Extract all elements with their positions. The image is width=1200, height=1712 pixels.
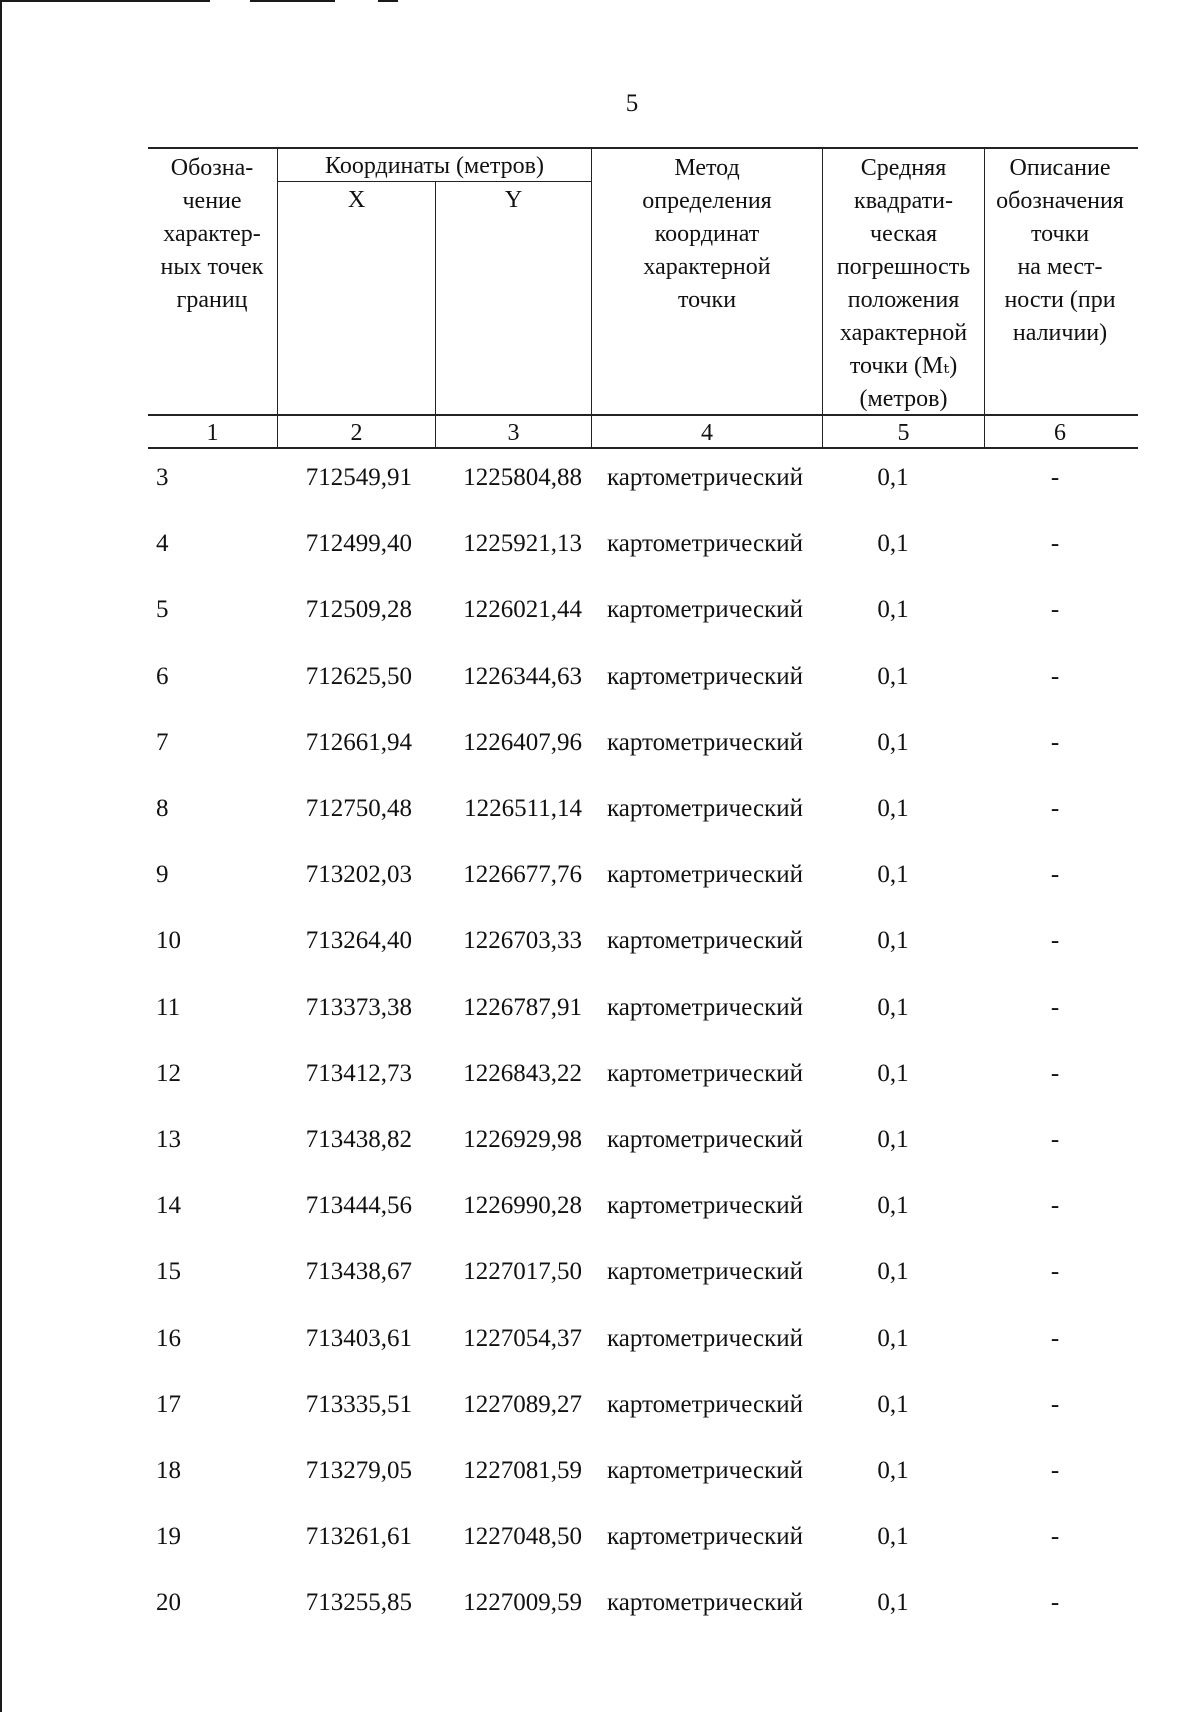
table-row xyxy=(0,590,1200,630)
table-row xyxy=(0,524,1200,564)
row-method: картометрический xyxy=(607,861,803,889)
row-x: 713202,03 xyxy=(305,861,412,889)
row-point-id: 13 xyxy=(156,1126,181,1153)
row-error: 0,1 xyxy=(877,1390,909,1418)
column-number-6: 6 xyxy=(1054,420,1066,446)
row-x: 713438,82 xyxy=(305,1126,412,1153)
row-x: 713444,56 xyxy=(305,1192,412,1220)
header-coords: Координаты (метров) xyxy=(325,153,544,179)
row-point-id: 12 xyxy=(156,1059,181,1087)
row-description: - xyxy=(1050,993,1060,1021)
row-error: 0,1 xyxy=(877,596,909,624)
table-row xyxy=(0,1517,1200,1557)
row-x: 713264,40 xyxy=(305,927,412,955)
row-method: картометрический xyxy=(607,596,803,624)
row-y: 1226703,33 xyxy=(463,927,582,955)
header-col6: Описание обозначения точки на мест- ности (при наличии) xyxy=(996,155,1124,346)
row-error: 0,1 xyxy=(877,1457,909,1484)
row-description: - xyxy=(1050,1390,1060,1418)
row-error: 0,1 xyxy=(877,1192,909,1220)
page-number: 5 xyxy=(625,90,639,117)
row-description: - xyxy=(1050,1126,1060,1153)
row-y: 1227048,50 xyxy=(463,1523,582,1551)
row-description: - xyxy=(1050,1457,1060,1484)
table-row xyxy=(0,855,1200,895)
row-method: картометрический xyxy=(607,1523,803,1551)
row-point-id: 19 xyxy=(156,1523,181,1551)
row-x: 712625,50 xyxy=(305,662,412,690)
row-method: картометрический xyxy=(607,1390,803,1418)
row-description: - xyxy=(1050,1589,1060,1617)
column-number-5: 5 xyxy=(897,420,910,446)
row-method: картометрический xyxy=(607,927,803,955)
row-point-id: 3 xyxy=(156,464,169,491)
header-x: X xyxy=(347,187,366,213)
row-point-id: 6 xyxy=(156,662,169,690)
column-number-3: 3 xyxy=(507,420,520,446)
row-x: 712509,28 xyxy=(305,596,412,624)
row-description: - xyxy=(1050,1258,1060,1286)
row-method: картометрический xyxy=(607,728,803,756)
column-number-2: 2 xyxy=(350,420,363,446)
column-number-1: 1 xyxy=(206,420,219,446)
row-description: - xyxy=(1050,464,1060,491)
row-y: 1226990,28 xyxy=(463,1192,582,1220)
header-col1: Обозна- чение характер- ных точек границ xyxy=(160,155,264,313)
row-point-id: 9 xyxy=(156,861,169,889)
row-method: картометрический xyxy=(607,1457,803,1484)
row-description: - xyxy=(1050,1192,1060,1220)
row-description: - xyxy=(1050,596,1060,624)
table-row xyxy=(0,1319,1200,1359)
row-y: 1227009,59 xyxy=(463,1589,582,1617)
row-error: 0,1 xyxy=(877,728,909,756)
row-point-id: 16 xyxy=(156,1324,181,1352)
row-error: 0,1 xyxy=(877,795,909,822)
row-method: картометрический xyxy=(607,1589,803,1617)
row-y: 1226407,96 xyxy=(463,728,582,756)
row-error: 0,1 xyxy=(877,927,909,955)
row-description: - xyxy=(1050,1324,1060,1352)
row-x: 712499,40 xyxy=(305,530,412,558)
row-point-id: 20 xyxy=(156,1589,181,1617)
row-point-id: 15 xyxy=(156,1258,181,1286)
row-point-id: 11 xyxy=(156,993,181,1021)
row-point-id: 7 xyxy=(156,728,169,756)
row-y: 1225804,88 xyxy=(463,464,582,491)
row-y: 1225921,13 xyxy=(463,530,582,558)
scan-mark-top-left xyxy=(0,0,210,2)
row-method: картометрический xyxy=(607,662,803,690)
header-col4: Метод определения координат характерной точки xyxy=(642,155,772,313)
row-point-id: 5 xyxy=(156,596,169,624)
row-point-id: 14 xyxy=(156,1192,181,1220)
table-row xyxy=(0,458,1200,498)
row-description: - xyxy=(1050,530,1060,558)
row-point-id: 4 xyxy=(156,530,169,558)
row-x: 713255,85 xyxy=(305,1589,412,1617)
row-error: 0,1 xyxy=(877,993,909,1021)
row-point-id: 8 xyxy=(156,795,169,822)
row-x: 712549,91 xyxy=(305,464,412,491)
row-method: картометрический xyxy=(607,993,803,1021)
table-row xyxy=(0,657,1200,697)
table-row xyxy=(0,723,1200,763)
header-y: Y xyxy=(504,187,523,213)
row-method: картометрический xyxy=(607,464,803,491)
row-error: 0,1 xyxy=(877,1523,909,1551)
row-y: 1226511,14 xyxy=(464,795,582,822)
row-error: 0,1 xyxy=(877,1258,909,1286)
row-x: 713335,51 xyxy=(305,1390,412,1418)
row-y: 1226787,91 xyxy=(463,993,582,1021)
row-x: 712750,48 xyxy=(305,795,412,822)
row-description: - xyxy=(1050,662,1060,690)
table-row xyxy=(0,1252,1200,1292)
row-point-id: 18 xyxy=(156,1457,181,1484)
row-y: 1227054,37 xyxy=(463,1324,582,1352)
row-error: 0,1 xyxy=(877,1059,909,1087)
table-row xyxy=(0,1054,1200,1094)
column-number-4: 4 xyxy=(701,420,713,446)
row-y: 1226344,63 xyxy=(463,662,582,690)
row-description: - xyxy=(1050,1059,1060,1087)
row-description: - xyxy=(1050,795,1060,822)
header-col5: Средняя квадрати- ческая погрешность положения характерной точки (Mₜ) (метров) xyxy=(836,155,971,412)
row-method: картометрический xyxy=(607,1126,803,1153)
row-x: 713261,61 xyxy=(305,1523,412,1551)
table-row xyxy=(0,1385,1200,1425)
row-error: 0,1 xyxy=(877,1589,909,1617)
row-error: 0,1 xyxy=(877,861,909,889)
row-y: 1227017,50 xyxy=(463,1258,582,1286)
table-row xyxy=(0,988,1200,1028)
row-method: картометрический xyxy=(607,1192,803,1220)
row-point-id: 10 xyxy=(156,927,181,955)
row-method: картометрический xyxy=(607,1258,803,1286)
row-method: картометрический xyxy=(607,1324,803,1352)
table-row xyxy=(0,1451,1200,1491)
row-method: картометрический xyxy=(607,530,803,558)
row-description: - xyxy=(1050,861,1060,889)
row-x: 713403,61 xyxy=(305,1324,412,1352)
row-error: 0,1 xyxy=(877,1126,909,1153)
row-y: 1226843,22 xyxy=(463,1059,582,1087)
scan-mark-top-right xyxy=(378,0,398,2)
row-y: 1227089,27 xyxy=(463,1390,582,1418)
table-row xyxy=(0,789,1200,829)
row-description: - xyxy=(1050,927,1060,955)
row-error: 0,1 xyxy=(877,464,909,491)
row-x: 713412,73 xyxy=(305,1059,412,1087)
row-y: 1226021,44 xyxy=(463,596,582,624)
table-row xyxy=(0,1120,1200,1160)
row-y: 1226677,76 xyxy=(463,861,582,889)
header-bottom-rule xyxy=(148,414,1138,416)
header-top-rule xyxy=(148,147,1138,149)
row-error: 0,1 xyxy=(877,1324,909,1352)
row-y: 1227081,59 xyxy=(463,1457,582,1484)
row-point-id: 17 xyxy=(156,1390,181,1418)
row-x: 713373,38 xyxy=(305,993,412,1021)
row-description: - xyxy=(1050,1523,1060,1551)
row-x: 712661,94 xyxy=(305,728,412,756)
row-error: 0,1 xyxy=(877,662,909,690)
row-x: 713438,67 xyxy=(305,1258,412,1286)
row-x: 713279,05 xyxy=(305,1457,412,1484)
row-description: - xyxy=(1050,728,1060,756)
row-error: 0,1 xyxy=(877,530,909,558)
row-y: 1226929,98 xyxy=(463,1126,582,1153)
table-row xyxy=(0,921,1200,961)
row-method: картометрический xyxy=(607,795,803,822)
divider-2 xyxy=(435,181,436,449)
scan-mark-top-mid xyxy=(250,0,335,2)
table-row xyxy=(0,1186,1200,1226)
row-method: картометрический xyxy=(607,1059,803,1087)
table-row xyxy=(0,1583,1200,1623)
